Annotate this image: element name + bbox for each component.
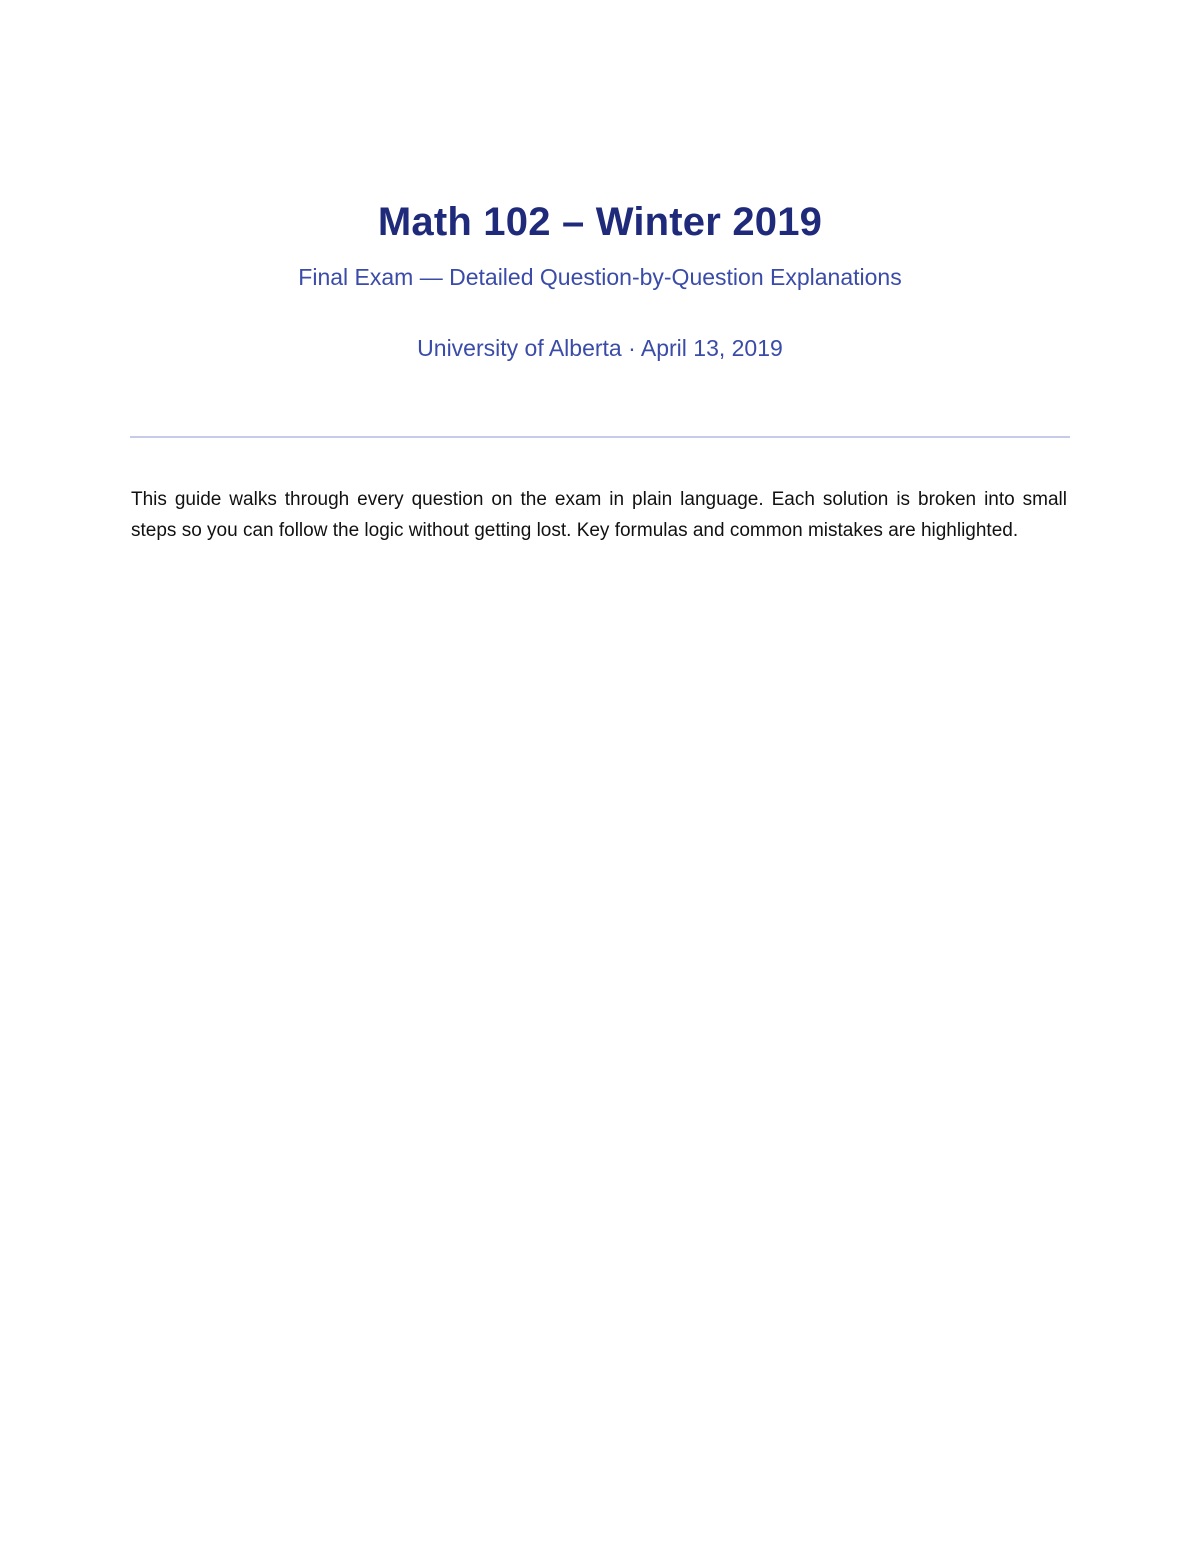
institution-date: University of Alberta · April 13, 2019 — [417, 335, 783, 361]
page-subtitle: Final Exam — Detailed Question-by-Question Explanations — [298, 264, 902, 290]
section-divider — [130, 436, 1070, 438]
intro-paragraph: This guide walks through every question on the exam in plain language. Each solution is broken into small steps so you can follow the logic without getting lost. Key formulas and common mistakes are highlighted. — [131, 489, 1067, 541]
page-title: Math 102 – Winter 2019 — [377, 200, 823, 244]
title-block — [130, 196, 1070, 361]
